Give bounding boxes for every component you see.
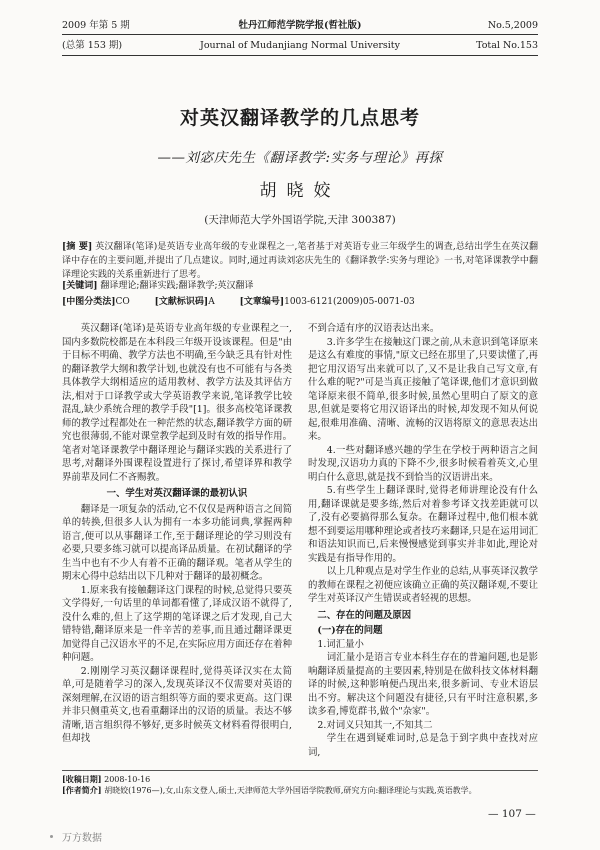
issue-label-right: No.5,2009: [487, 20, 538, 31]
author-bio: 胡晓姣(1976—),女,山东文登人,硕士,天津师范大学外国语学院教师,研究方向:翻译理论与实践,英语教学。: [104, 786, 477, 795]
classification-line: [62, 296, 538, 309]
footnote: [62, 770, 538, 796]
keywords-text: 翻译理论;翻译实践;翻译教学;英汉翻译: [100, 281, 254, 291]
body-paragraph: 不到合适有序的汉语表达出来。: [308, 323, 440, 334]
doc-code-value: A: [208, 297, 215, 307]
article-number-label: [文章编号]: [239, 297, 285, 307]
abstract-text: 英汉翻译(笔译)是英语专业高年级的专业课程之一,笔者基于对英语专业三年级学生的调查,总结出学生在英汉翻译中存在的主要问题,并提出了几点建议。同时,通过再读刘宓庆先生的《翻译教学:实务与理论》一书,对笔译课教学中翻译理论实践的关系重新进行了思考。: [62, 242, 538, 280]
item-heading-2: 2.对词义只知其一,不知其二: [317, 719, 433, 731]
author-name: 胡晓姣: [259, 181, 341, 201]
body-column-left: [62, 322, 292, 746]
journal-title-en: Journal of Mudanjiang Normal University: [200, 40, 400, 51]
abstract: [62, 240, 538, 282]
body-column-right: [308, 322, 538, 759]
body-paragraph: 3.许多学生在接触这门课之前,从未意识到笔译原来是这么有难度的事情,"原文已经在那里了,只要读懂了,再把它用汉语写出来就可以了,又不是让我自己写文章,有什么难的呢?"可是当真正接触了笔译课,他们才意识到做笔译原来很不简单,很多时候,虽然心里明白了原文的意思,但就是要将它用汉语译出的时候,却发现不知从何说起,很难用准确、清晰、流畅的汉语将原文的意思表达出来。: [308, 336, 538, 442]
issue-label-left: 2009 年第 5 期: [62, 20, 130, 31]
keywords: [62, 280, 538, 293]
total-issue-right: Total No.153: [476, 40, 538, 51]
article-subtitle: ——刘宓庆先生《翻译教学:实务与理论》再探: [157, 150, 443, 166]
author-affiliation: (天津师范大学外国语学院,天津 300387): [204, 214, 396, 226]
body-paragraph: 1.原来我有接触翻译这门课程的时候,总觉得只要英文学得好,一句话里的单词都看懂了,译成汉语不就得了,没什么难的,但上了这学期的笔译课之后才发现,自己大错特错,翻译原来是一件辛苦的差事,而且通过翻译课更加觉得自己汉语水平的不足,在实际应用方面还存在着种种问题。: [62, 584, 292, 663]
page-number: — 107 —: [488, 808, 536, 820]
watermark: 万方数据: [62, 833, 102, 844]
clc-value: CO: [115, 297, 130, 307]
watermark-dot-icon: [50, 835, 53, 838]
body-paragraph: 5.有些学生上翻译课时,觉得老师讲理论没有什么用,翻译课就是要多练,然后对着参考译文找差距就可以了,没有必要搞得那么复杂。在翻译过程中,他们根本就想不到要运用哪种理论或者技巧来翻译,只是在运用词汇和语法知识而已,后来慢慢感觉到事实并非如此,理论对实践是有指导作用的。: [308, 485, 538, 564]
body-paragraph: 4.一些对翻译感兴趣的学生在学校于两种语言之间时发现,汉语功力真的下降不少,很多时候看着英文,心里明白什么意思,就是找不到恰当的汉语讲出来。: [308, 444, 538, 483]
received-label: [收稿日期]: [62, 774, 102, 784]
body-paragraph: 翻译是一项复杂的活动,它不仅仅是两种语言之间简单的转换,但很多人认为拥有一本多功能词典,掌握两种语言,便可以从事翻译工作,至于翻译理论的学习则没有必要,只要多练习就可以提高译品质量。在初试翻译的学生当中也有不少人有着不正确的翻译观。笔者从学生的期末心得中总结出以下几种对于翻译的最初概念。: [62, 503, 292, 582]
received-date: 2008-10-16: [104, 775, 151, 784]
clc-label: [中图分类法]: [62, 297, 116, 307]
journal-title-cn: 牡丹江师范学院学报(哲社版): [238, 20, 362, 31]
total-issue-left: (总第 153 期): [62, 40, 123, 51]
section-heading-2: 二、存在的问题及原因: [317, 609, 412, 621]
header-divider: [62, 34, 538, 35]
body-paragraph: 词汇量小是语言专业本科生存在的普遍问题,也是影响翻译质量提高的主要因素,特别是在做科技文体材料翻译的时候,这种影响便凸现出来,很多新词、专业术语层出不穷。解决这个问题没有捷径,只有平时注意积累,多读多看,博览群书,做个"杂家"。: [308, 652, 538, 717]
keywords-label: [关键词]: [62, 281, 98, 291]
article-title: 对英汉翻译教学的几点思考: [179, 107, 420, 129]
author-bio-label: [作者简介]: [62, 785, 102, 795]
body-paragraph: 以上几种观点是对学生作业的总结,从事英译汉教学的教师在课程之初便应该确立正确的英汉翻译观,不要让学生对英译汉产生错误或者轻视的思想。: [308, 566, 538, 604]
section-heading-1: 一、学生对英汉翻译课的最初认识: [106, 488, 248, 499]
body-paragraph: 学生在遇到疑难词时,总是急于到字典中查找对应词,: [308, 733, 538, 758]
doc-code-label: [文献标识码]: [154, 297, 209, 307]
body-paragraph: 英汉翻译(笔译)是英语专业高年级的专业课程之一,国内多数院校都是在本科段三年级开设该课程。但是"由于目标不明确、教学方法也不明确,至今缺乏具有针对性的翻译教学大纲和教学计划,也就没有也不可能有与各类具体教学大纲相适应的适用教材、教学方法及其评估方法,相对于口译教学或大学英语教学来说,笔译教学比较混乱,缺少系统合理的教学手段"[1]。很多高校笔译课教师的教学过程都处在一种茫然的状态,翻译教学方面的研究也很薄弱,不能对课堂教学起到及时有效的指导作用。笔者对笔译课教学中翻译理论与翻译实践的关系进行了思考,对翻译外围课程设置进行了探讨,希望译界和教学界前辈及同仁不吝赐教。: [62, 323, 292, 483]
header-divider-bottom: [62, 55, 538, 56]
subsection-heading: (一)存在的问题: [317, 625, 383, 636]
article-number-value: 1003-6121(2009)05-0071-03: [284, 297, 415, 307]
item-heading-1: 1.词汇量小: [317, 638, 364, 650]
abstract-label: [摘 要]: [62, 242, 93, 252]
body-paragraph: 2.刚刚学习英汉翻译课程时,觉得英译汉实在太简单,可是随着学习的深入,发现英译汉不仅需要对英语的深刻理解,在汉语的语言组织等方面的要求更高。这门课并非只侧重英文,也看重翻译出的汉语的质量。表达不够清晰,语言组织得不够好,更多时候英文材料看得很明白,但却找: [62, 665, 292, 744]
